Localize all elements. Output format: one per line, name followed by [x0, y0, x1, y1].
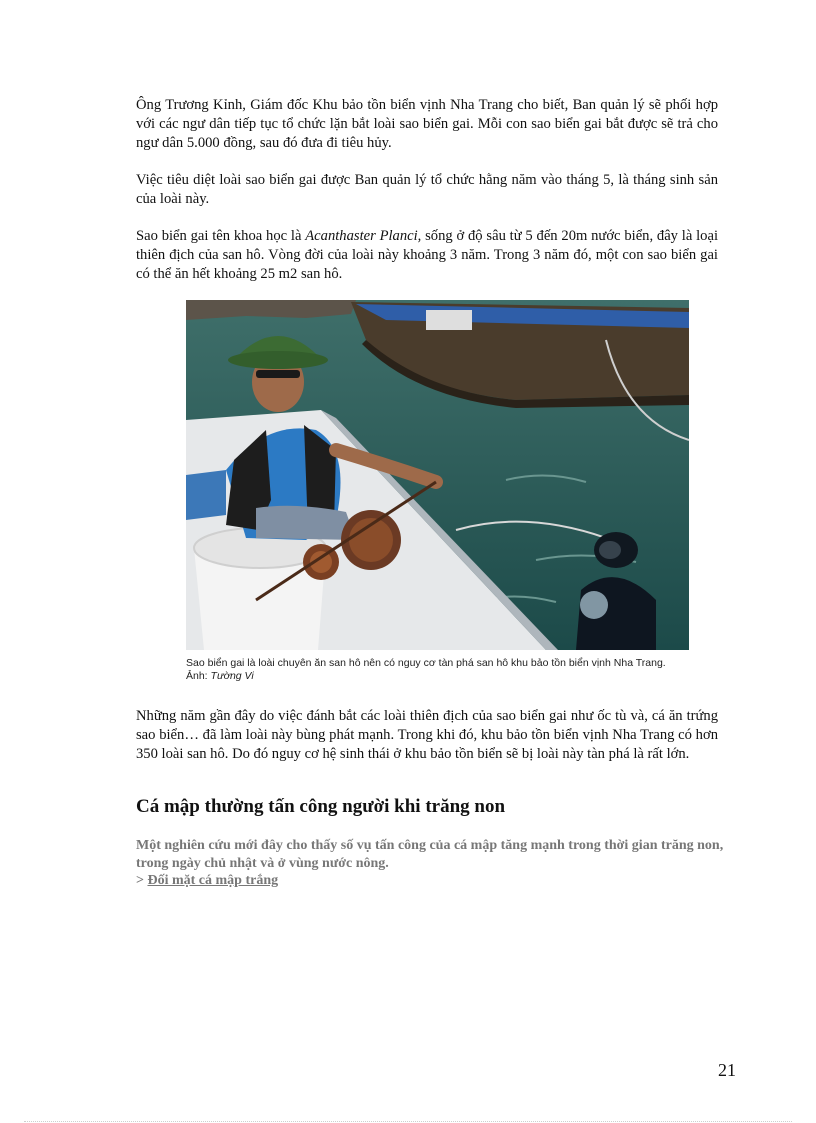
- related-article: [136, 872, 278, 890]
- caption-text: Sao biển gai là loài chuyên ăn san hô nên có nguy cơ tàn phá san hô khu bảo tồn biển vịnh Nha Trang. Ảnh:: [186, 657, 666, 682]
- paragraph-scientific-name: [136, 227, 718, 284]
- news-photo: [186, 300, 689, 650]
- paragraph-annual-campaign: Việc tiêu diệt loài sao biển gai được Ban quản lý tổ chức hằng năm vào tháng 5, là tháng sinh sản của loài này.: [136, 172, 718, 207]
- paragraph-intro: Ông Trương Kỉnh, Giám đốc Khu bảo tồn biển vịnh Nha Trang cho biết, Ban quản lý sẽ phối hợp với các ngư dân tiếp tục tổ chức lặn bắt loài sao biển gai. Mỗi con sao biển gai bắt được sẽ trả cho ngư dân 5.000 đồng, sau đó đưa đi tiêu hủy.: [136, 97, 718, 151]
- section-lead: Một nghiên cứu mới đây cho thấy số vụ tấn công của cá mập tăng mạnh trong thời gian trăng non, trong ngày chủ nhật và ở vùng nước nông.: [136, 838, 724, 871]
- related-article-link[interactable]: Đối mặt cá mập trắng: [147, 873, 279, 888]
- section-heading: Cá mập thường tấn công người khi trăng non: [136, 796, 506, 817]
- page-number: 21: [718, 1060, 736, 1080]
- related-prefix: >: [136, 873, 148, 888]
- photo-author: Tường Vi: [210, 670, 254, 682]
- figure-caption: [186, 657, 689, 683]
- p3-text-before: Sao biển gai tên khoa học là: [136, 228, 306, 244]
- scientific-name: Acanthaster Planci,: [305, 228, 422, 244]
- p3-text-after: sống ở độ sâu từ 5 đến 20m nước biển, đây là loại thiên địch của san hô. Vòng đời của loài này khoảng 3 năm. Trong 3 năm đó, một con sao biển gai có thể ăn hết khoảng 25 m2 san hô.: [136, 228, 718, 282]
- footer-divider: [24, 1121, 792, 1122]
- paragraph-ecosystem-risk: Những năm gần đây do việc đánh bắt các loài thiên địch của sao biển gai như ốc tù và, cá ăn trứng sao biển… đã làm loài này bùng phát mạnh. Trong khi đó, khu bảo tồn biển vịnh Nha Trang có hơn 350 loài san hô. Do đó nguy cơ hệ sinh thái ở khu bảo tồn biển sẽ bị loài này tàn phá là rất lớn.: [136, 708, 718, 762]
